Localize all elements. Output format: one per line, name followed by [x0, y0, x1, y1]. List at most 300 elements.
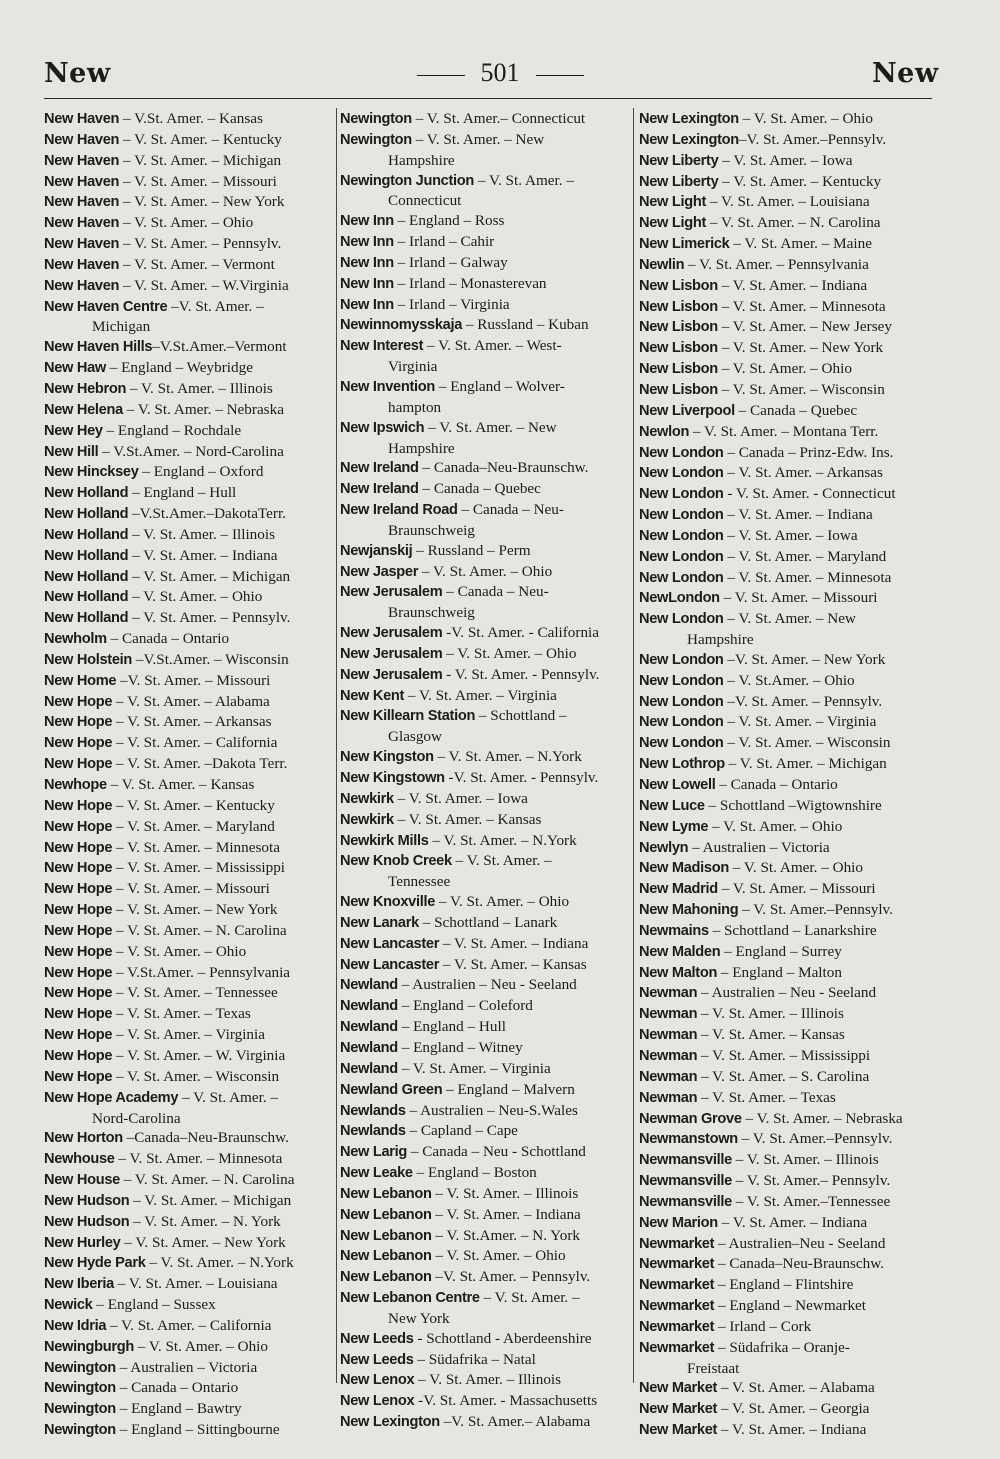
location-continuation: Nord-Carolina: [92, 1109, 181, 1127]
gazetteer-entry: [639, 1171, 933, 1192]
gazetteer-entry: [44, 983, 336, 1004]
place-name: New Liberty: [639, 152, 719, 169]
gazetteer-entry: [639, 1004, 933, 1025]
location-detail: – V. St. Amer. – Mississippi: [112, 859, 286, 877]
place-name: Newington: [44, 1359, 116, 1376]
place-name: Newington: [44, 1380, 116, 1397]
place-name: Newington: [340, 111, 412, 127]
location-detail: – V. St. Amer. – New York: [112, 901, 278, 919]
gazetteer-entry: [340, 934, 632, 955]
place-name: New Holland: [44, 547, 129, 564]
place-name: New Lisbon: [639, 298, 718, 315]
location-detail: –V. St. Amer.–Pennsylv.: [738, 130, 887, 148]
place-name: Newland: [340, 977, 398, 994]
location-detail: – V. St. Amer. – Pennsylv.: [119, 235, 282, 253]
gazetteer-entry: [639, 234, 933, 255]
place-name: New Haven Hills: [44, 339, 153, 356]
location-detail: – Irland – Galway: [393, 253, 508, 271]
gazetteer-entry: [340, 232, 632, 253]
place-name: Newman Grove: [639, 1110, 742, 1127]
place-name: New London: [639, 507, 724, 524]
gazetteer-entry: [639, 1338, 933, 1379]
location-detail: –V.St.Amer.–DakotaTerr.: [128, 505, 286, 523]
place-name: New Luce: [639, 797, 705, 814]
location-detail: – V. St. Amer. –: [479, 1289, 580, 1307]
place-name: New Knob Creek: [340, 853, 452, 870]
gazetteer-entry: [44, 1337, 336, 1358]
place-name: New Light: [639, 194, 707, 211]
gazetteer-entry: [44, 671, 336, 692]
place-name: New Hope: [44, 922, 113, 939]
place-name: New Haven: [44, 111, 120, 127]
gazetteer-entry: [340, 1059, 632, 1080]
gazetteer-entry: [44, 1358, 336, 1379]
location-detail: – England – Hull: [397, 1018, 506, 1036]
location-detail: – V. St.Amer. – Ohio: [723, 671, 855, 689]
gazetteer-entry: [639, 1254, 933, 1275]
place-name: New Hope Academy: [44, 1089, 179, 1106]
gazetteer-entry: [340, 1121, 632, 1142]
place-name: New Market: [639, 1401, 718, 1418]
gazetteer-entry: [44, 546, 336, 567]
page-number: 501: [480, 58, 520, 87]
place-name: New Haven: [44, 152, 120, 169]
location-detail: –V. St. Amer.– Alabama: [439, 1413, 591, 1431]
gazetteer-entry: [44, 1170, 336, 1191]
location-continuation: Connecticut: [388, 192, 462, 210]
place-name: New Madison: [639, 860, 729, 877]
gazetteer-entry: [639, 712, 933, 733]
location-detail: – V. St. Amer. – Michigan: [128, 567, 291, 585]
gazetteer-entry: [639, 172, 933, 193]
place-name: New Horton: [44, 1130, 123, 1147]
location-detail: – V. St. Amer. – Illinois: [431, 1184, 579, 1202]
gazetteer-entry: [639, 1275, 933, 1296]
location-detail: – Canada – Neu - Schottland: [407, 1143, 586, 1161]
location-detail: – Schottland –: [475, 707, 567, 725]
gazetteer-entry: [639, 1192, 933, 1213]
gazetteer-entry: [44, 234, 336, 255]
gazetteer-entry: [639, 817, 933, 838]
place-name: New Holland: [44, 485, 129, 502]
gazetteer-entry: [639, 796, 933, 817]
place-name: New London: [639, 548, 724, 565]
column-divider-1: [336, 108, 337, 1383]
place-name: New Lebanon: [340, 1269, 432, 1286]
place-name: New Lenox: [340, 1372, 415, 1389]
place-name: New Lothrop: [639, 756, 725, 773]
gazetteer-entry: [44, 151, 336, 172]
location-detail: – V. St. Amer. – N. Carolina: [706, 214, 881, 232]
location-detail: – V. St. Amer. – Virginia: [404, 686, 557, 704]
location-detail: – V. St. Amer. – Indiana: [439, 934, 589, 952]
location-detail: – Canada – Ontario: [115, 1379, 239, 1397]
place-name: New Hope: [44, 860, 113, 877]
place-name: Newmarket: [639, 1235, 715, 1252]
place-name: Newington Junction: [340, 172, 475, 189]
location-detail: – V. St. Amer. – California: [106, 1316, 272, 1334]
place-name: New Interest: [340, 338, 424, 355]
place-name: New Lebanon: [340, 1206, 432, 1223]
gazetteer-entry: [340, 955, 632, 976]
location-detail: – V. St. Amer. – Indiana: [717, 276, 868, 294]
location-detail: – V. St. Amer. – Wisconsin: [112, 1067, 280, 1085]
place-name: New Home: [44, 672, 117, 689]
location-detail: – V. St. Amer. – Ohio: [738, 110, 873, 127]
place-name: New Hope: [44, 756, 113, 773]
gazetteer-entry: [340, 623, 632, 644]
place-name: New Lexington: [639, 131, 739, 148]
place-name: New Lisbon: [639, 361, 718, 378]
gazetteer-entry: [340, 1370, 632, 1391]
location-detail: – V. St. Amer. – Alabama: [112, 692, 270, 710]
gazetteer-entry: [44, 587, 336, 608]
gazetteer-entry: [340, 1288, 632, 1329]
place-name: New Mahoning: [639, 902, 739, 919]
place-name: New Jerusalem: [340, 645, 443, 662]
place-name: New Lenox: [340, 1393, 415, 1410]
location-detail: – Canada – Ontario: [106, 630, 230, 648]
place-name: New London: [639, 735, 724, 752]
gazetteer-entry: [44, 1004, 336, 1025]
gazetteer-entry: [639, 1378, 933, 1399]
location-detail: – V. St. Amer. – Indiana: [431, 1205, 581, 1223]
location-detail: – V. St. Amer. – New York: [717, 339, 884, 357]
gazetteer-entry: [340, 315, 632, 336]
location-detail: – V. St. Amer. – N. Carolina: [119, 1171, 295, 1189]
place-name: New Light: [639, 215, 707, 232]
location-detail: – V. St. Amer. – Ohio: [442, 644, 577, 662]
place-name: New Hope: [44, 693, 113, 710]
location-detail: – England – Wolver-: [435, 377, 565, 395]
location-detail: – England – Surrey: [720, 942, 842, 960]
location-detail: – Canada–Neu-Braunschw.: [714, 1255, 884, 1273]
place-name: New Hudson: [44, 1213, 130, 1230]
gazetteer-entry: [44, 1025, 336, 1046]
gazetteer-entry: [44, 297, 336, 338]
location-detail: – V. St. Amer. – Nebraska: [122, 400, 284, 418]
gazetteer-entry: [340, 1329, 632, 1350]
place-name: New Haven: [44, 277, 120, 294]
location-detail: – V. St. Amer. – Maryland: [723, 547, 887, 565]
gazetteer-entry: [639, 1296, 933, 1317]
location-detail: – V. St. Amer. – New Jersey: [717, 318, 892, 336]
location-detail: –V.St.Amer.–Vermont: [152, 338, 287, 356]
gazetteer-entry: [639, 505, 933, 526]
gazetteer-entry: [340, 810, 632, 831]
gazetteer-entry: [340, 789, 632, 810]
place-name: New Hope: [44, 1006, 113, 1023]
gazetteer-entry: [44, 838, 336, 859]
location-detail: – Irland – Virginia: [393, 295, 510, 313]
place-name: Newlin: [639, 256, 685, 273]
page-header: [0, 58, 1000, 92]
location-detail: – V. St. Amer. – Ohio: [128, 588, 263, 606]
place-name: New Malton: [639, 964, 718, 981]
place-name: New Hyde Park: [44, 1255, 146, 1272]
gazetteer-entry: [639, 380, 933, 401]
place-name: New Hurley: [44, 1234, 121, 1251]
location-detail: - Schottland - Aberdeenshire: [413, 1329, 592, 1347]
location-detail: – England – Witney: [397, 1038, 523, 1056]
location-detail: – Australien – Neu - Seeland: [697, 984, 877, 1002]
place-name: New Hope: [44, 964, 113, 981]
location-detail: - V. St. Amer. - Connecticut: [723, 485, 896, 503]
location-detail: – V.St.Amer. – Nord-Carolina: [98, 442, 284, 460]
location-detail: – V. St. Amer. – Kentucky: [119, 130, 282, 148]
gazetteer-entry: [44, 255, 336, 276]
place-name: NewLondon: [639, 590, 720, 607]
gazetteer-entry: [44, 1212, 336, 1233]
gazetteer-entry: [639, 671, 933, 692]
gazetteer-entry: [44, 172, 336, 193]
header-left-word: New: [44, 58, 111, 89]
gazetteer-entry: [44, 1295, 336, 1316]
place-name: New Inn: [340, 254, 394, 271]
gazetteer-entry: [639, 484, 933, 505]
location-detail: – V. St. Amer. – Ohio: [431, 1247, 566, 1265]
location-detail: – V. St. Amer. – Maryland: [112, 817, 275, 835]
location-detail: –V. St. Amer. – Pennsylv.: [431, 1268, 591, 1286]
place-name: Newinnomysskaja: [340, 317, 463, 334]
place-name: New Hope: [44, 818, 113, 835]
place-name: New Lebanon Centre: [340, 1290, 480, 1307]
location-continuation: Braunschweig: [388, 604, 475, 622]
place-name: New Hope: [44, 1068, 113, 1085]
gazetteer-entry: [340, 1163, 632, 1184]
gazetteer-entry: [44, 1067, 336, 1088]
gazetteer-entry: [44, 1316, 336, 1337]
location-continuation: Tennessee: [388, 873, 451, 891]
gazetteer-entry: [340, 130, 632, 171]
location-detail: – V. St. Amer. – W.Virginia: [119, 276, 289, 294]
location-continuation: Virginia: [388, 358, 438, 376]
gazetteer-entry: [44, 1420, 336, 1441]
location-detail: -V. St. Amer. - Pennsylv.: [444, 769, 599, 786]
location-detail: -V. St. Amer. - California: [442, 624, 600, 642]
place-name: New Kingston: [340, 749, 434, 766]
location-detail: – V. St. Amer. – N.York: [428, 831, 577, 849]
gazetteer-entry: [340, 500, 632, 541]
location-detail: – Australien – Victoria: [115, 1358, 258, 1376]
location-detail: – V. St. Amer. – Wisconsin: [723, 734, 891, 752]
header-dash-left: [417, 75, 465, 76]
gazetteer-entry: [44, 1233, 336, 1254]
gazetteer-entry: [44, 421, 336, 442]
location-detail: – V. St. Amer. – Georgia: [717, 1400, 870, 1418]
gazetteer-entry: [340, 851, 632, 892]
place-name: New Lancaster: [340, 935, 440, 952]
location-detail: – Australien – Neu-S.Wales: [405, 1101, 578, 1119]
place-name: Newland: [340, 998, 398, 1015]
place-name: New Killearn Station: [340, 708, 476, 725]
gazetteer-entry: [639, 213, 933, 234]
location-detail: – Australien – Victoria: [688, 838, 830, 856]
gazetteer-entry: [639, 983, 933, 1004]
location-continuation: Hampshire: [388, 151, 455, 169]
place-name: New Lowell: [639, 777, 716, 793]
location-detail: – Canada – Prinz-Edw. Ins.: [723, 443, 894, 461]
gazetteer-entry: [639, 463, 933, 484]
location-detail: – V. St. Amer. – Missouri: [112, 880, 270, 898]
gazetteer-entry: [340, 377, 632, 418]
location-detail: – V. St. Amer. – Kansas: [393, 810, 542, 828]
gazetteer-entry: [639, 1129, 933, 1150]
header-right-word: New: [872, 58, 939, 89]
place-name: New Haw: [44, 360, 106, 377]
place-name: New Hope: [44, 1047, 113, 1064]
location-detail: – England – Boston: [412, 1164, 537, 1182]
place-name: New London: [639, 569, 724, 586]
gazetteer-entry: [340, 686, 632, 707]
location-detail: – V. St.Amer. – N. York: [431, 1226, 580, 1244]
gazetteer-entry: [44, 400, 336, 421]
gazetteer-entry: [44, 942, 336, 963]
location-detail: – V. St. Amer. – Kansas: [106, 776, 255, 793]
place-name: New Jerusalem: [340, 584, 443, 601]
gazetteer-entry: [639, 297, 933, 318]
place-name: New Haven: [44, 173, 120, 190]
gazetteer-entry: [639, 733, 933, 754]
location-detail: –V.St.Amer. – Wisconsin: [132, 650, 289, 668]
place-name: Newland: [340, 1019, 398, 1036]
place-name: Newingburgh: [44, 1338, 134, 1355]
gazetteer-entry: [44, 1253, 336, 1274]
gazetteer-entry: [639, 1025, 933, 1046]
place-name: New Inn: [340, 213, 394, 230]
location-detail: – V. St. Amer. – Maine: [729, 235, 872, 253]
place-name: Newmansville: [639, 1152, 732, 1169]
gazetteer-entry: [340, 644, 632, 665]
place-name: New Leake: [340, 1165, 413, 1182]
header-dash-right: [536, 75, 584, 76]
place-name: New London: [639, 611, 724, 628]
gazetteer-entry: [340, 295, 632, 316]
gazetteer-entry: [340, 562, 632, 583]
place-name: New Madrid: [639, 881, 718, 898]
location-detail: – V. St. Amer. – Arkansas: [723, 464, 883, 482]
location-detail: – V. St. Amer. – New: [424, 418, 557, 436]
location-detail: – V. St. Amer. – Illinois: [128, 525, 275, 543]
gazetteer-entry: [44, 796, 336, 817]
gazetteer-entry: [639, 754, 933, 775]
gazetteer-entry: [639, 568, 933, 589]
place-name: New Helena: [44, 401, 123, 418]
gazetteer-entry: [639, 276, 933, 297]
place-name: New London: [639, 672, 724, 689]
gazetteer-entry: [639, 547, 933, 568]
gazetteer-entry: [340, 892, 632, 913]
place-name: Newmansville: [639, 1173, 732, 1190]
place-name: New Hope: [44, 902, 113, 919]
gazetteer-entry: [340, 1205, 632, 1226]
location-detail: – V. St. Amer. – Virginia: [723, 713, 877, 731]
place-name: Newlyn: [639, 839, 689, 856]
gazetteer-entry: [44, 1274, 336, 1295]
location-detail: – V. St. Amer. – Ohio: [133, 1337, 268, 1355]
place-name: Newland: [340, 1039, 398, 1056]
location-detail: – V. St. Amer. – Iowa: [723, 526, 858, 544]
location-detail: – V. St. Amer. – W. Virginia: [112, 1046, 286, 1064]
location-detail: – V. St. Amer. – Nebraska: [741, 1109, 903, 1127]
location-detail: – V. St. Amer. – Kansas: [697, 1026, 845, 1044]
gazetteer-entry: [44, 442, 336, 463]
place-name: Newmanstown: [639, 1131, 738, 1148]
place-name: New London: [639, 444, 724, 461]
header-rule: [44, 98, 932, 99]
gazetteer-entry: [44, 1378, 336, 1399]
gazetteer-entry: [44, 921, 336, 942]
location-detail: – V. St. Amer.– Connecticut: [411, 110, 586, 127]
place-name: Newmarket: [639, 1318, 715, 1335]
location-continuation: Michigan: [92, 318, 151, 336]
location-detail: – Canada – Quebec: [418, 480, 541, 498]
location-detail: – V. St. Amer. – N. Carolina: [112, 921, 287, 939]
gazetteer-entry: [44, 483, 336, 504]
place-name: New Inn: [340, 275, 394, 292]
column-2: [340, 109, 632, 1433]
location-detail: – V. St. Amer. – N. York: [129, 1212, 281, 1230]
gazetteer-entry: [44, 192, 336, 213]
gazetteer-entry: [340, 479, 632, 500]
location-detail: – V. St. Amer. – Ohio: [717, 360, 852, 378]
gazetteer-entry: [639, 963, 933, 984]
place-name: New Lebanon: [340, 1248, 432, 1265]
gazetteer-entry: [44, 775, 336, 796]
gazetteer-entry: [44, 650, 336, 671]
location-detail: – V. St. Amer. – Montana Terr.: [689, 422, 879, 440]
place-name: New Hey: [44, 422, 103, 439]
place-name: New Hope: [44, 839, 113, 856]
place-name: New Inn: [340, 296, 394, 313]
location-continuation: Hampshire: [388, 439, 455, 457]
place-name: Newmains: [639, 922, 709, 939]
gazetteer-entry: [340, 1080, 632, 1101]
place-name: Newington: [44, 1422, 116, 1439]
gazetteer-entry: [639, 1420, 933, 1441]
gazetteer-entry: [340, 1267, 632, 1288]
location-detail: – V. St. Amer. – Indiana: [717, 1213, 868, 1231]
location-detail: – V. St. Amer. – Arkansas: [112, 713, 272, 731]
gazetteer-entry: [639, 1234, 933, 1255]
location-detail: – V. St. Amer. – Texas: [112, 1005, 251, 1023]
location-continuation: Freistaat: [687, 1359, 740, 1377]
gazetteer-entry: [340, 706, 632, 747]
gazetteer-entry: [340, 541, 632, 562]
location-detail: – Irland – Monasterevan: [393, 274, 547, 292]
place-name: Newman: [639, 1068, 698, 1085]
location-detail: – Canada – Neu-: [442, 583, 549, 601]
place-name: New Liverpool: [639, 402, 735, 419]
page-number-line: [0, 58, 1000, 88]
location-continuation: Glasgow: [388, 728, 442, 746]
location-detail: –V. St. Amer. – Missouri: [116, 671, 271, 689]
gazetteer-entry: [340, 418, 632, 459]
location-detail: – Südafrika – Oranje-: [714, 1338, 850, 1356]
location-detail: – V. St. Amer. – Ohio: [435, 893, 570, 911]
gazetteer-entry: [44, 525, 336, 546]
gazetteer-entry: [44, 817, 336, 838]
place-name: Newkirk: [340, 811, 394, 828]
gazetteer-entry: [340, 768, 632, 789]
place-name: Newholm: [44, 631, 107, 648]
location-detail: – V. St. Amer. – Pennsylv.: [128, 609, 291, 627]
gazetteer-entry: [639, 1088, 933, 1109]
location-detail: – England – Weybridge: [105, 359, 253, 377]
place-name: New Kent: [340, 687, 405, 704]
place-name: New Holland: [44, 589, 129, 606]
location-detail: – England – Bawtry: [115, 1400, 242, 1418]
